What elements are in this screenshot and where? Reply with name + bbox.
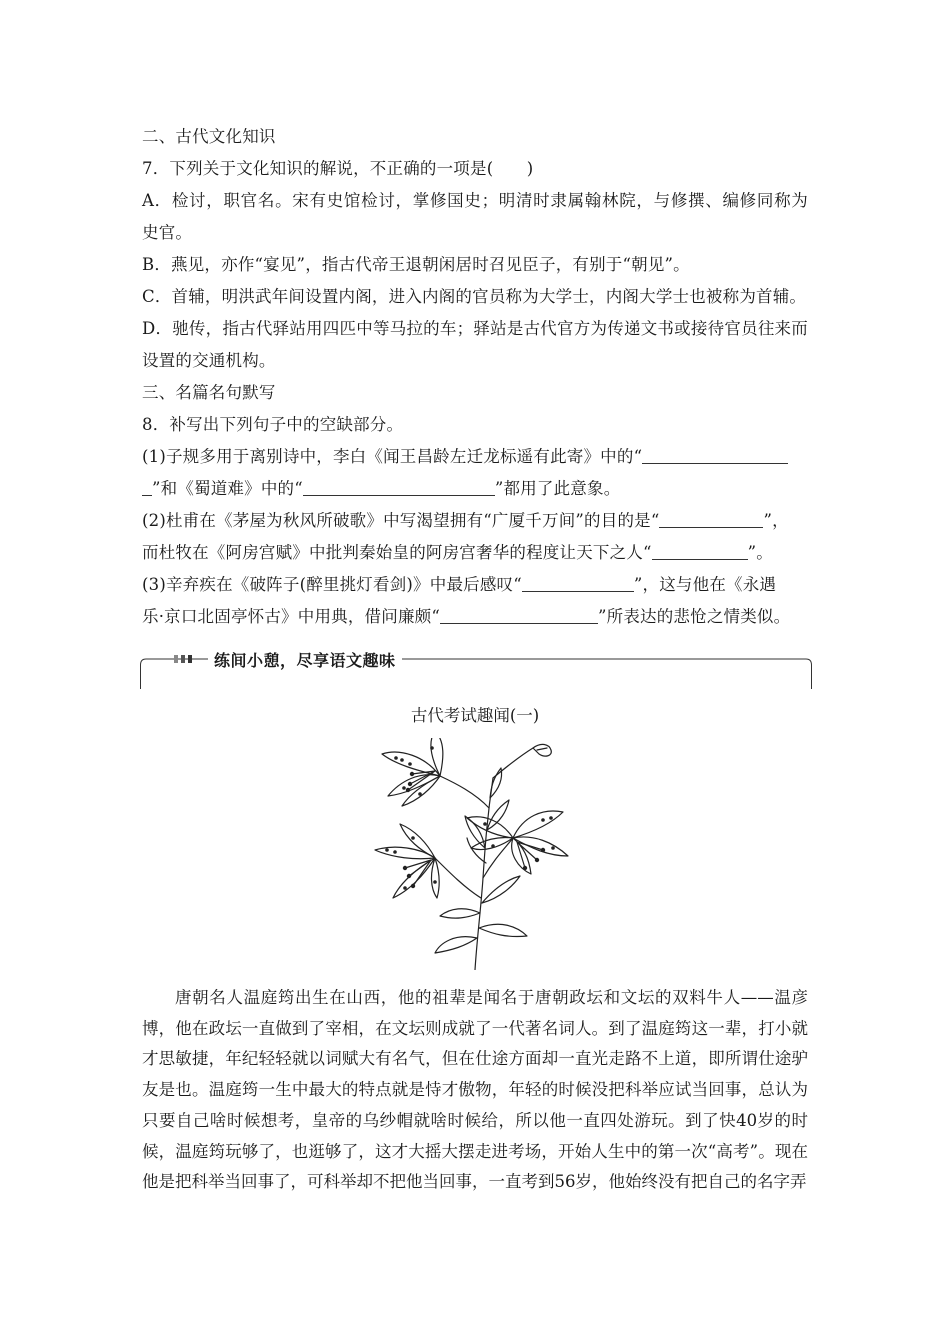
question-8-1-text-a: (1)子规多用于离别诗中，李白《闻王昌龄左迁龙标遥有此寄》中的“ [142,447,643,466]
question-8-3-text-a: (3)辛弃疾在《破阵子(醉里挑灯看剑)》中最后感叹“ [142,575,522,594]
story-title: 古代考试趣闻(一) [410,706,540,725]
option-a-line2: 史官。 [142,223,193,242]
story-paragraph: 唐朝名人温庭筠出生在山西，他的祖辈是闻名于唐朝政坛和文坛的双料牛人——温彦博，他在政坛一直做到了宰相，在文坛则成就了一代著名词人。到了温庭筠这一辈，打小就才思敏捷，年纪轻轻就以词赋大有名气，但在仕途方面却一直光走路不上道，即所谓仕途驴友是也。温庭筠一生中最大的特点就是恃才傲物，年轻的时候没把科举应试当回事，总认为只要自己啥时候想考，皇帝的乌纱帽就啥时候给，所以他一直四处游玩。到了快40岁的时候，温庭筠玩够了，也逛够了，这才大摇大摆走进考场，开始人生中的第一次“高考”。现在他是把科举当回事了，可科举却不把他当回事，一直考到56岁，他始终没有把自己的名字弄 [142,988,808,1192]
answer-blank-6[interactable] [440,607,598,624]
question-8-3-line1 [142,574,776,596]
question-8-1-text-b: ”和《蜀道难》中的“ [152,479,303,498]
section-heading-recitation: 三、名篇名句默写 [142,383,276,402]
section-heading-culture: 二、古代文化知识 [142,127,276,146]
option-d-line2: 设置的交通机构。 [142,351,276,370]
option-c: C．首辅，明洪武年间设置内阁，进入内阁的官员称为大学士，内阁大学士也被称为首辅。 [142,287,807,306]
question-8-1-line1 [142,446,788,468]
banner-title: 练间小憩，尽享语文趣味 [208,648,402,671]
question-8-3-text-c: 乐·京口北固亭怀古》中用典，借问廉颇“ [142,607,440,626]
question-8-1-line2 [142,478,620,500]
question-8-2-text-d: ”。 [747,543,773,562]
answer-blank-5[interactable] [522,575,634,592]
question-8-3-line2 [142,606,790,628]
question-8-2-text-b: ”， [763,511,789,530]
answer-blank-3[interactable] [659,511,763,528]
question-8: 8．补写出下列句子中的空缺部分。 [142,415,404,434]
question-8-2-text-c: 而杜牧在《阿房宫赋》中批判秦始皇的阿房宫奢华的程度让天下之人“ [142,543,652,562]
question-8-2-line2 [142,542,773,564]
answer-blank-1-cont[interactable] [142,479,152,496]
option-a-line1: A．检讨，职官名。宋有史馆检讨，掌修国史；明清时隶属翰林院，与修撰、编修同称为 [142,191,808,210]
answer-blank-4[interactable] [652,543,748,560]
question-8-3-text-b: ”，这与他在《永遇 [633,575,777,594]
answer-blank-1[interactable] [642,447,788,464]
option-d-line1: D．驰传，指古代驿站用四匹中等马拉的车；驿站是古代官方为传递文书或接待官员往来而 [142,319,808,338]
question-7: 7．下列关于文化知识的解说，不正确的一项是( ) [142,159,534,178]
question-8-2-line1 [142,510,789,532]
answer-blank-2[interactable] [303,479,495,496]
lily-flower-illustration-icon [355,738,595,970]
question-8-1-text-c: ”都用了此意象。 [494,479,621,498]
question-8-2-text-a: (2)杜甫在《茅屋为秋风所破歌》中写渴望拥有“广厦千万间”的目的是“ [142,511,660,530]
question-8-3-text-d: ”所表达的悲怆之情类似。 [597,607,791,626]
option-b: B．燕见，亦作“宴见”，指古代帝王退朝闲居时召见臣子，有别于“朝见”。 [142,255,690,274]
